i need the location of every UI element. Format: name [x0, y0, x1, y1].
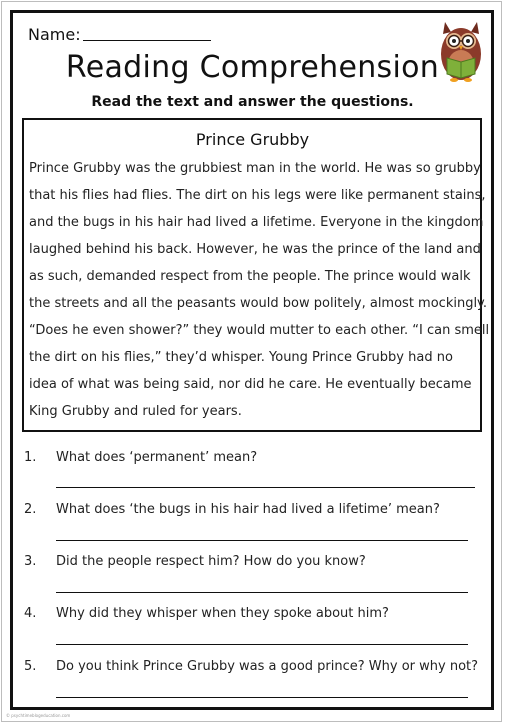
story-line: laughed behind his back. However, he was the prince of the land and [29, 242, 481, 257]
story-text [29, 155, 490, 425]
story-line: “Does he even shower?” they would mutter to each other. “I can smell [29, 323, 490, 338]
name-answer-line [83, 40, 211, 41]
question-number: 4. [24, 606, 37, 621]
answer-line-5[interactable] [56, 697, 468, 698]
question-number: 1. [24, 450, 37, 465]
question-text: What does ‘the bugs in his hair had lived a lifetime’ mean? [56, 502, 440, 517]
question-number: 3. [24, 554, 37, 569]
instructions: Read the text and answer the questions. [91, 94, 414, 110]
question-text: Do you think Prince Grubby was a good prince? Why or why not? [56, 659, 479, 674]
copyright-text: © psychtimeblogeducation.com [6, 713, 71, 718]
story-line: Prince Grubby was the grubbiest man in the world. He was so grubby [29, 161, 481, 176]
question-number: 2. [24, 502, 37, 517]
story-line: that his flies had flies. The dirt on his legs were like permanent stains, [29, 188, 486, 203]
answer-line-2[interactable] [56, 540, 468, 541]
question-number: 5. [24, 659, 37, 674]
answer-line-3[interactable] [56, 592, 468, 593]
answer-line-4[interactable] [56, 644, 468, 645]
story-line: the dirt on his flies,” they’d whisper. Young Prince Grubby had no [29, 350, 453, 365]
story-line: and the bugs in his hair had lived a lifetime. Everyone in the kingdom [29, 215, 484, 230]
story-line: idea of what was being said, nor did he care. He eventually became [29, 377, 472, 392]
question-text: Why did they whisper when they spoke about him? [56, 606, 389, 621]
story-line: the streets and all the peasants would bow politely, almost mockingly. [29, 296, 488, 311]
question-text: What does ‘permanent’ mean? [56, 450, 258, 465]
story-title: Prince Grubby [195, 130, 310, 149]
question-text: Did the people respect him? How do you know? [56, 554, 366, 569]
answer-line-1[interactable] [56, 487, 475, 488]
name-label: Name: [28, 25, 81, 44]
story-line: as such, demanded respect from the people. The prince would walk [29, 269, 471, 284]
page-title: Reading Comprehension [65, 50, 440, 85]
story-line: King Grubby and ruled for years. [29, 404, 242, 419]
